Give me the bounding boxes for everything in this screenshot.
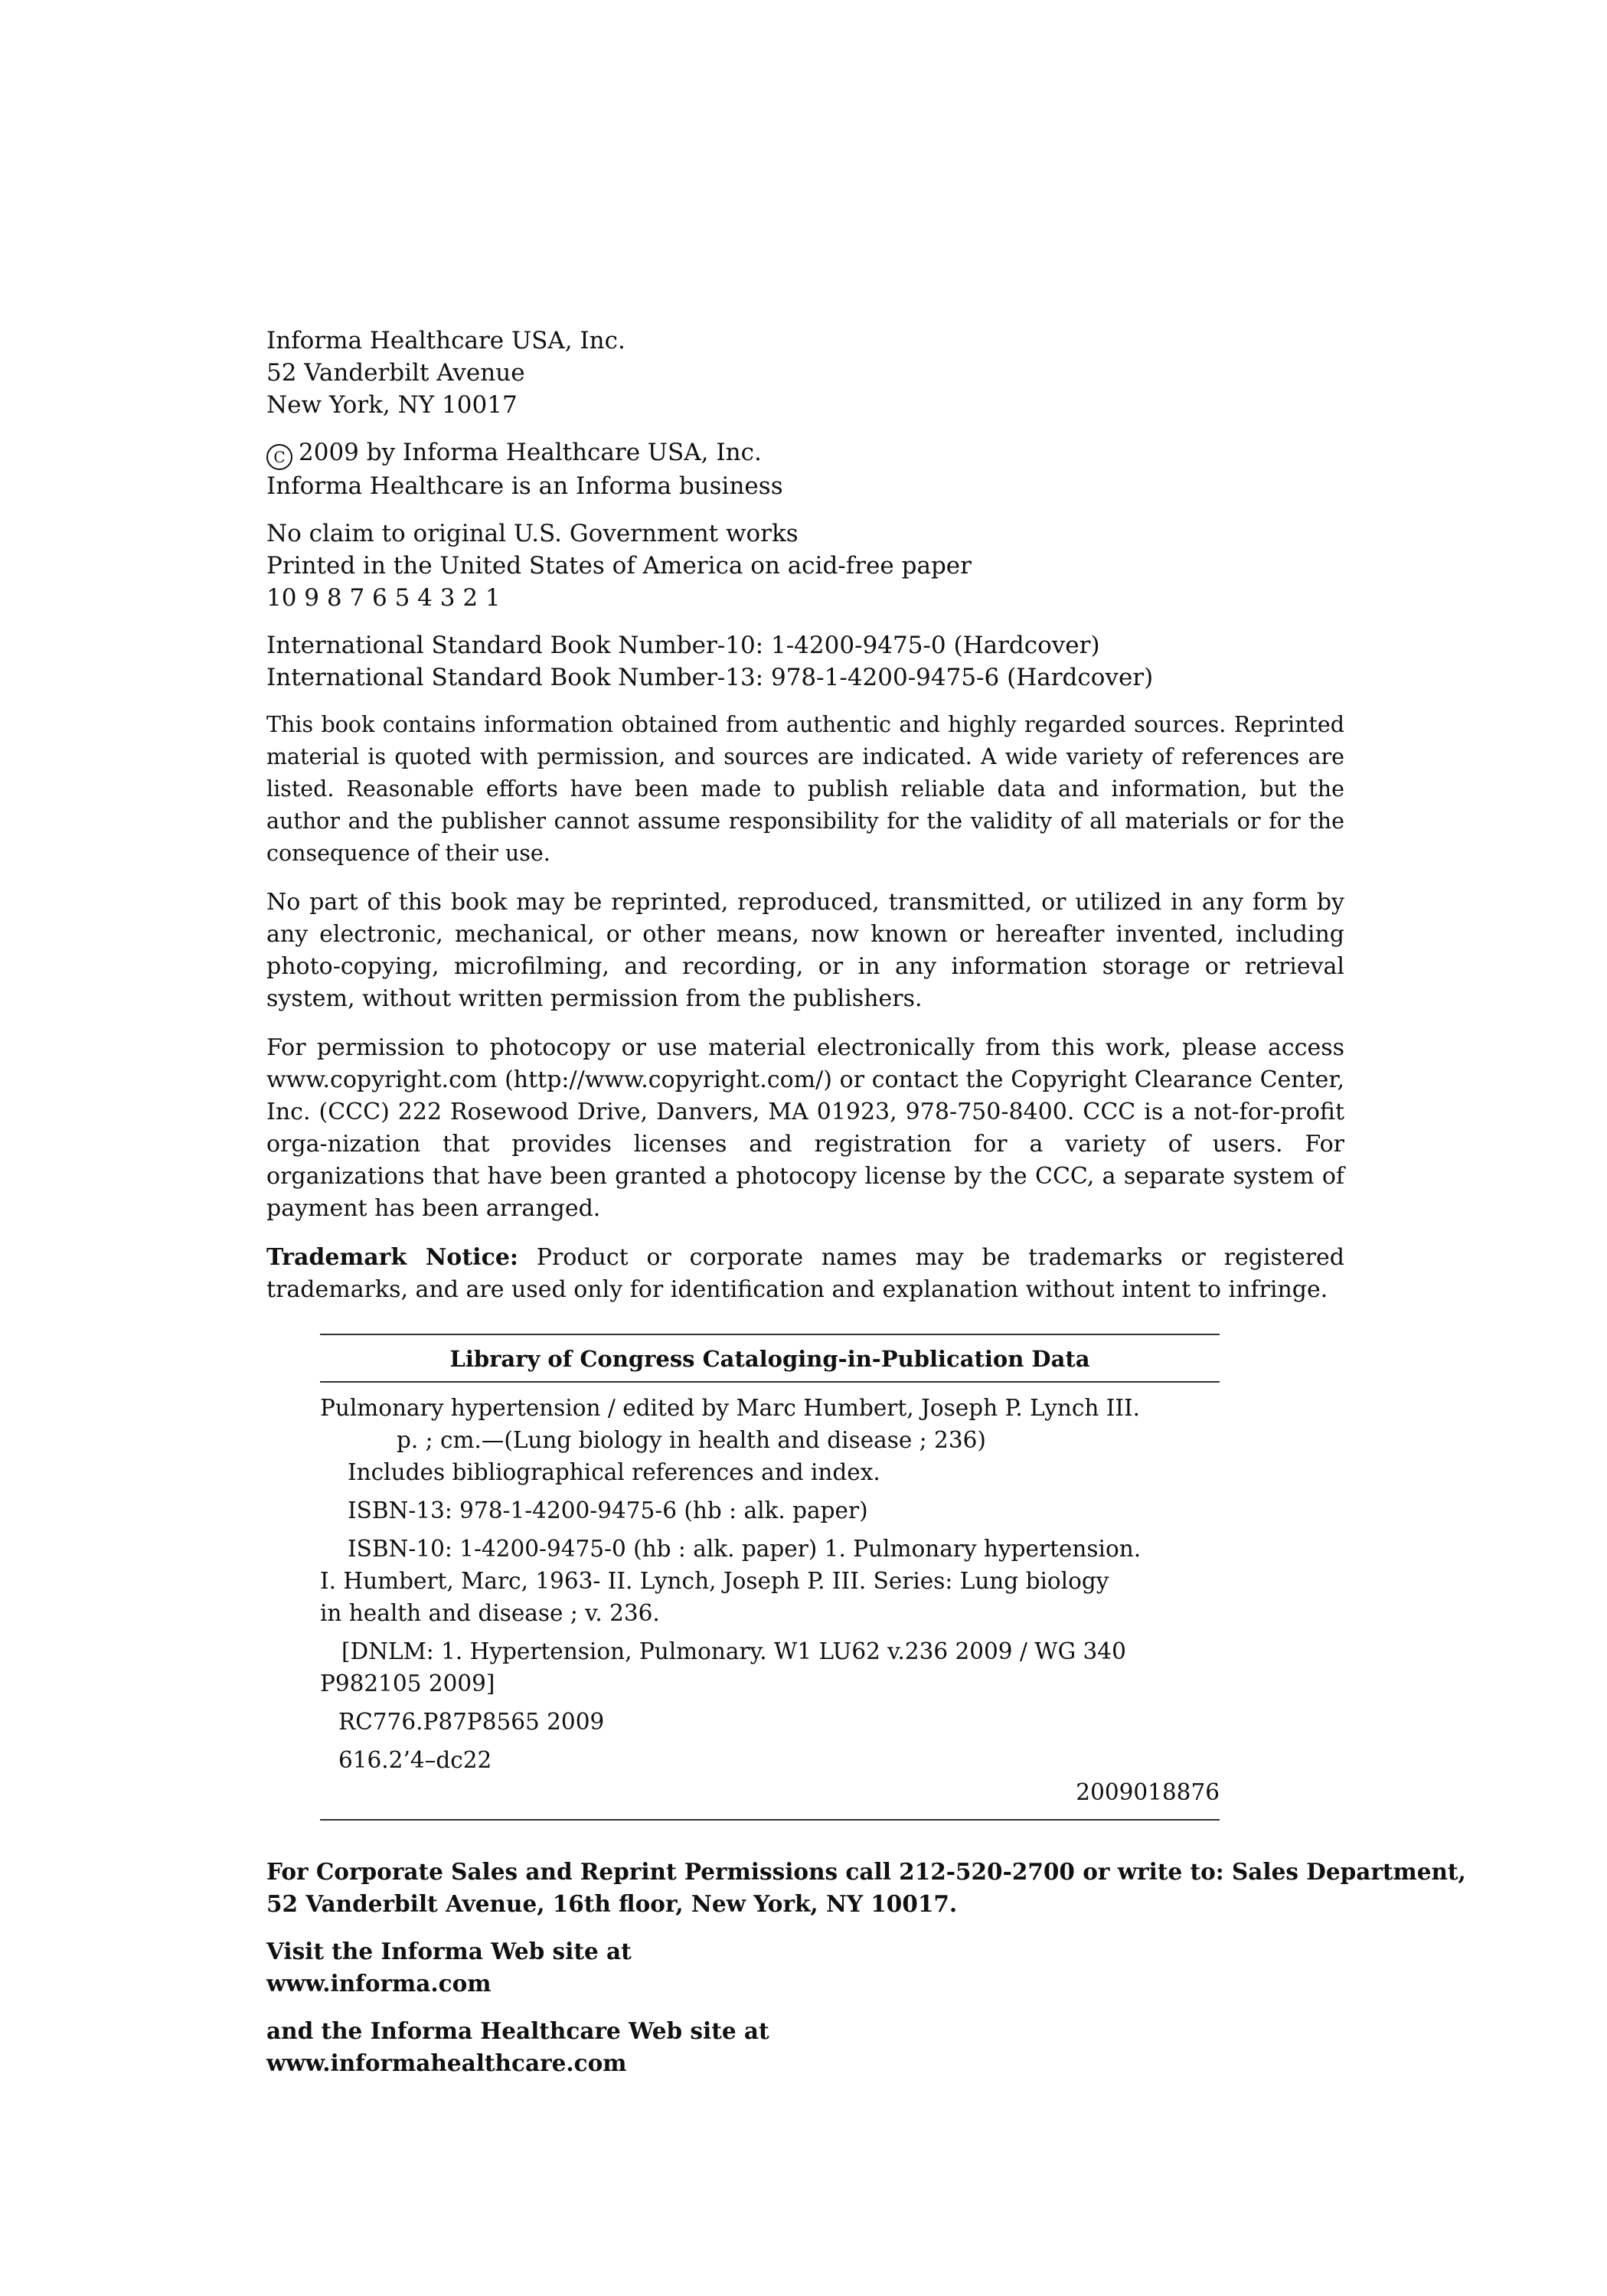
permission-paragraph: For permission to photocopy or use material electronically from this work, please access www.copyright.com (http://www.copyright.com/) or contact the Copyright Clearance Center, Inc. (CCC) 222 Rosewood Drive, Danvers, MA 01923, 978-750-8400. CCC is a not-for-profit orga-nization that provides licenses and registration for a variety of users. For organizations that have been granted a photocopy license by the CCC, a separate system of payment has been arranged. [266,1034,1344,1222]
publisher-street: 52 Vanderbilt Avenue [266,359,525,387]
sales-block [266,1856,1466,1920]
isbn-block [266,629,1344,694]
business-line: Informa Healthcare is an Informa business [266,472,783,500]
cip-line-volume: in health and disease ; v. 236. [320,1600,660,1626]
copyright-icon: C [266,444,292,470]
cip-line-dewey: 616.2’4–dc22 [338,1747,492,1773]
cip-line-title: Pulmonary hypertension / edited by Marc Humbert, Joseph P. Lynch III. [320,1395,1141,1421]
publisher-name: Informa Healthcare USA, Inc. [266,327,625,354]
sources-paragraph: This book contains information obtained from authentic and highly regarded sources. Reprinted material is quoted with permission, and sources are indicated. A wide variety of references are listed. Reasonable efforts have been made to publish reliable data and information, but the author and the publisher cannot assume responsibility for the validity of all materials or for the consequence of their use. [266,712,1344,866]
reproduction-paragraph: No part of this book may be reprinted, reproduced, transmitted, or utilized in any form by any electronic, mechanical, or other means, now known or hereafter invented, including photo-copying, microfilming, and recording, or in any information storage or retrieval system, without written permission from the publishers. [266,889,1344,1012]
cip-line-isbn13: ISBN-13: 978-1-4200-9475-6 (hb : alk. paper) [348,1497,868,1524]
isbn-10: International Standard Book Number-10: 1-4200-9475-0 (Hardcover) [266,632,1100,659]
impression-line: 10 9 8 7 6 5 4 3 2 1 [266,584,501,612]
sales-line-2: 52 Vanderbilt Avenue, 16th floor, New York, NY 10017. [266,1890,958,1917]
cip-line-isbn10: ISBN-10: 1-4200-9475-0 (hb : alk. paper) 1. Pulmonary hypertension. [348,1536,1142,1562]
cip-line-series: p. ; cm.—(Lung biology in health and disease ; 236) [397,1427,986,1453]
printed-in: Printed in the United States of America on acid-free paper [266,552,972,580]
copyright-line [266,436,1344,470]
sales-line-1: For Corporate Sales and Reprint Permissions call 212-520-2700 or write to: Sales Department, [266,1858,1466,1885]
informa-site-label: Visit the Informa Web site at [266,1938,632,1965]
publisher-city: New York, NY 10017 [266,391,518,419]
cip-heading: Library of Congress Cataloging-in-Publication Data [320,1335,1220,1383]
cip-data-block [320,1334,1220,1821]
printing-block [266,518,1344,614]
healthcare-site-url[interactable]: www.informahealthcare.com [266,2049,627,2076]
informa-site-url[interactable]: www.informa.com [266,1970,492,1997]
cip-control-number: 2009018876 [1076,1779,1220,1805]
contact-footer [266,1856,1466,2079]
trademark-text: Product or corporate names may be trademarks or registered trademarks, and are used only for identification and explanation without intent to infringe. [266,1244,1345,1303]
isbn-13: International Standard Book Number-13: 978-1-4200-9475-6 (Hardcover) [266,664,1154,691]
cip-line-includes: Includes bibliographical references and index. [348,1459,880,1485]
healthcare-site-label: and the Informa Healthcare Web site at [266,2017,769,2044]
trademark-paragraph [266,1242,1344,1306]
cip-line-lc-class: RC776.P87P8565 2009 [338,1709,605,1735]
copyright-block [266,436,1344,502]
cip-line-authors: I. Humbert, Marc, 1963- II. Lynch, Joseph P. III. Series: Lung biology [320,1568,1109,1594]
copyright-page [266,325,1466,2095]
publisher-address [266,325,1344,421]
copyright-text: 2009 by Informa Healthcare USA, Inc. [299,439,762,466]
informa-site-block [266,1935,1344,2000]
government-claim: No claim to original U.S. Government works [266,520,799,547]
trademark-label: Trademark Notice: [266,1244,518,1271]
cip-line-dnlm-cont: P982105 2009] [320,1671,495,1697]
cip-line-dnlm: [DNLM: 1. Hypertension, Pulmonary. W1 LU62 v.236 2009 / WG 340 [341,1638,1126,1664]
healthcare-site-block [266,2015,1344,2079]
